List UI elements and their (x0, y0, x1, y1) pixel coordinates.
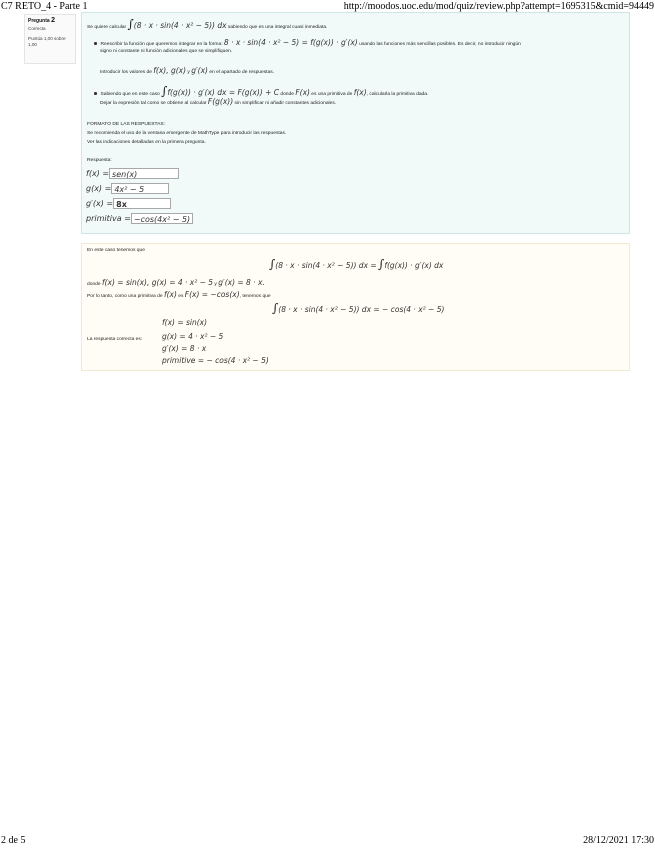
print-header-title: C7 RETO_4 - Parte 1 (1, 1, 88, 12)
integral-sign: ∫ (378, 257, 385, 271)
integral-sign: ∫ (127, 17, 134, 31)
answer-row-gprime: g′(x) = 8x (86, 198, 171, 209)
question-number: Pregunta 2 (28, 17, 55, 24)
feedback-line-1: En este caso tenemos que (87, 248, 145, 253)
format-title: FORMATO DE LAS RESPUESTAS: (87, 122, 165, 127)
question-info-panel (24, 14, 76, 64)
bullet-1-line2: signo ni constante ni función adicionales que se simplifiquen. (100, 49, 233, 54)
answer-row-f: f(x) = sen(x) (86, 168, 179, 179)
correct-f: f(x) = sin(x) (162, 318, 208, 327)
bullet-2-line2: Dejar la expresión tal como se obtiene al calcular F(g(x)) sin simplificar ni añadir constantes adicionales. (100, 97, 337, 106)
feedback-eq-2: ∫(8 · x · sin(4 · x² − 5)) dx = − cos(4 · x² − 5) (272, 301, 445, 315)
print-timestamp: 28/12/2021 17:30 (583, 835, 654, 846)
question-grade: Puntúa 1,00 sobre 1,00 (28, 36, 66, 47)
integral-sign: ∫ (269, 257, 276, 271)
bullet-dot (94, 42, 97, 45)
answer-label: Respuesta: (87, 158, 112, 163)
answer-input-gprime[interactable]: 8x (113, 198, 171, 209)
answer-input-f[interactable]: sen(x) (109, 168, 179, 179)
bullet-dot (94, 92, 97, 95)
correct-g: g(x) = 4 · x² − 5 (162, 332, 224, 341)
bullet-1: Reescribir la función que queremos integrar en la forma: 8 · x · sin(4 · x² − 5) = f(g(x)) · g′(x) usando las funciones más sencillas posibles. Es decir, no introducir ningún (94, 38, 521, 47)
answer-input-g[interactable]: 4x² − 5 (111, 183, 169, 194)
feedback-eq-1: ∫(8 · x · sin(4 · x² − 5)) dx = ∫f(g(x)) · g′(x) dx (269, 257, 444, 271)
integral-sign: ∫ (272, 301, 279, 315)
feedback-line-3: Por lo tanto, como una primitiva de f(x) es F(x) = −cos(x), tenemos que (87, 290, 271, 299)
feedback-line-2: donde f(x) = sin(x), g(x) = 4 · x² − 5 y g′(x) = 8 · x. (87, 278, 265, 287)
question-intro: Se quiere calcular ∫(8 · x · sin(4 · x² − 5)) dx sabiendo que es una integral cuasi inmediata. (87, 17, 328, 31)
question-text-box (81, 12, 630, 234)
answer-input-primitive[interactable]: −cos(4x² − 5) (131, 213, 193, 224)
feedback-box (81, 243, 630, 371)
bullet-2: Sabiendo que en este caso ∫f(g(x)) · g′(x) dx = F(g(x)) + C donde F(x) es una primitiva de f(x), calcularla la primitiva dada. (94, 84, 428, 98)
answer-row-g: g(x) = 4x² − 5 (86, 183, 169, 194)
correct-primitive: primitive = − cos(4 · x² − 5) (162, 356, 269, 365)
question-state: Correcta (28, 26, 46, 31)
integral-sign: ∫ (161, 84, 168, 98)
print-header-url: http://moodos.uoc.edu/mod/quiz/review.php?attempt=1695315&cmid=94449 (343, 1, 654, 12)
format-line-2: Ver las indicaciones detalladas en la primera pregunta. (87, 140, 206, 145)
bullet-1-line3: Introducir los valores de f(x), g(x) y g′(x) en el apartado de respuestas. (100, 66, 275, 75)
format-line-1: Se recomienda el uso de la ventana emergente de MathType para introducir las respuestas. (87, 131, 287, 136)
correct-answer-label: La respuesta correcta es: (87, 337, 143, 342)
page-number: 2 de 5 (1, 835, 26, 846)
answer-row-primitive: primitiva = −cos(4x² − 5) (86, 213, 193, 224)
correct-gprime: g′(x) = 8 · x (162, 344, 207, 353)
